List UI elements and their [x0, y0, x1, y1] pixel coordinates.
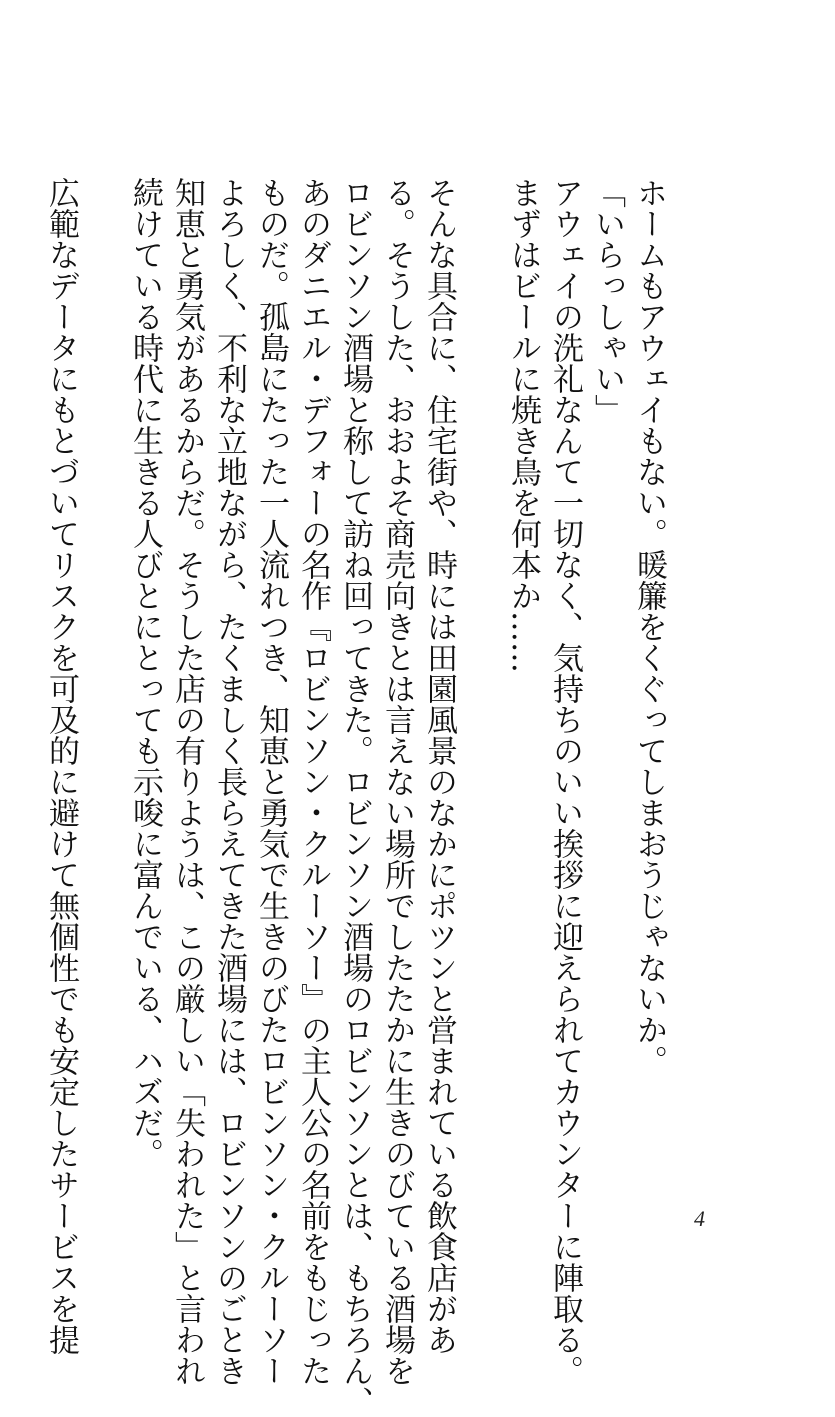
- vertical-body-text: [40, 177, 670, 1417]
- page-number: 4: [694, 1206, 705, 1231]
- text-line: 知恵と勇気があるからだ。そうした店の有りようは、この厳しい「失われた」と言われ: [169, 177, 205, 1386]
- text-line: 続けている時代に生きる人びとにとっても示唆に富んでいる、ハズだ。: [127, 177, 163, 1169]
- blank-line: [460, 177, 502, 1192]
- text-line: そんな具合に、住宅街や、時には田園風景のなかにポツンと営まれている飲食店があ: [421, 177, 457, 1355]
- text-line: まずはビールに焼き鳥を何本か……: [505, 177, 541, 673]
- text-line: 「いらっしゃい」: [589, 177, 625, 425]
- text-line: ホームもアウェイもない。暖簾をくぐってしまおうじゃないか。: [631, 177, 667, 1076]
- text-line: アウェイの洗礼なんて一切なく、気持ちのいい挨拶に迎えられてカウンターに陣取る。: [547, 177, 583, 1386]
- text-line: あのダニエル・デフォーの名作『ロビンソン・クルーソー』の主人公の名前をもじった: [295, 177, 331, 1386]
- text-line: よろしく、不利な立地ながら、たくましく長らえてきた酒場には、ロビンソンのごとき: [211, 177, 247, 1386]
- text-line: ものだ。孤島にたった一人流れつき、知恵と勇気で生きのびたロビンソン・クルーソー: [253, 177, 289, 1386]
- blank-line: [82, 177, 124, 1192]
- text-line: る。そうした、おおよそ商売向きとは言えない場所でしたたかに生きのびている酒場を: [379, 177, 415, 1386]
- text-line: ロビンソン酒場と称して訪ね回ってきた。ロビンソン酒場のロビンソンとは、もちろん、: [337, 177, 373, 1417]
- text-line: 広範なデータにもとづいてリスクを可及的に避けて無個性でも安定したサービスを提: [43, 177, 79, 1355]
